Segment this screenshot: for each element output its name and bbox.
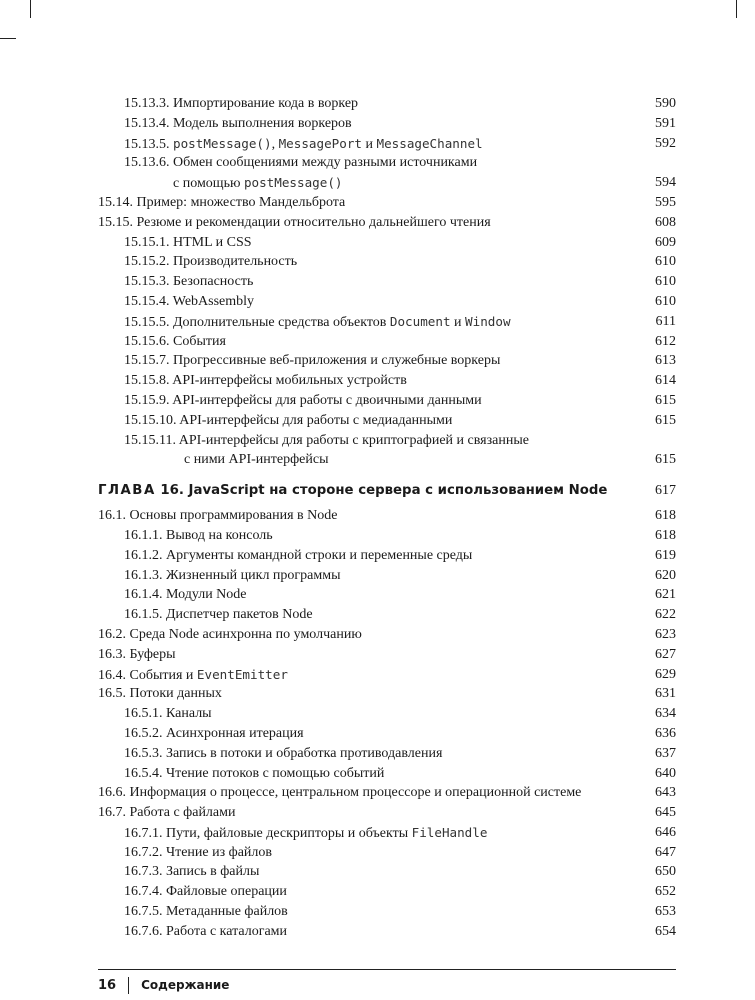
- toc-text: и: [450, 314, 466, 330]
- toc-entry-title: [124, 353, 500, 368]
- toc-page-number: 617: [655, 483, 676, 499]
- toc-entry-title: [98, 483, 607, 498]
- toc-text: 16.5.4. Чтение потоков с помощью событий: [124, 765, 385, 781]
- crop-mark-left: [30, 0, 31, 18]
- toc-page-number: 622: [655, 607, 676, 623]
- toc-entry[interactable]: [98, 173, 676, 193]
- toc-entry[interactable]: [98, 803, 676, 823]
- toc-page-number: 618: [655, 527, 676, 543]
- toc-entry-title: [124, 393, 482, 408]
- toc-entry-title: [124, 568, 341, 583]
- toc-entry[interactable]: [98, 292, 676, 312]
- toc-text: 15.15.11. API-интерфейсы для работы с криптографией и связанные: [124, 432, 529, 448]
- toc-entry[interactable]: [98, 272, 676, 292]
- toc-entry-title: [124, 528, 273, 543]
- toc-page-number: 654: [655, 923, 676, 939]
- toc-page-number: 640: [655, 765, 676, 781]
- toc-entry-title: [98, 668, 288, 683]
- toc-page-number: 619: [655, 547, 676, 563]
- toc-page-number: 634: [655, 706, 676, 722]
- toc-entry-title: [124, 373, 407, 388]
- toc-page-number: 621: [655, 587, 676, 603]
- toc-text: 16.1.2. Аргументы командной строки и переменные среды: [124, 547, 473, 563]
- toc-text: 16.7. Работа с файлами: [98, 805, 236, 821]
- toc-text: 15.15.8. API-интерфейсы мобильных устройств: [124, 373, 407, 389]
- toc-text: 16.2. Среда Node асинхронна по умолчанию: [98, 626, 362, 642]
- toc-page-number: 646: [655, 824, 676, 840]
- toc-text: 15.15.5. Дополнительные средства объектов: [124, 314, 390, 330]
- toc-entry-title: [124, 274, 253, 289]
- toc-text: 16. JavaScript на стороне сервера с использованием Node: [160, 483, 608, 499]
- toc-text: 16.3. Буферы: [98, 646, 176, 662]
- toc-entry-title: [124, 826, 487, 841]
- toc-entry-title: [173, 176, 343, 191]
- code-identifier: FileHandle: [411, 824, 488, 840]
- toc-text: 16.6. Информация о процессе, центральном процессоре и операционной системе: [98, 785, 582, 801]
- toc-page-number: 637: [655, 745, 676, 761]
- toc-page-number: 595: [655, 194, 676, 210]
- toc-entry-title: [184, 452, 328, 467]
- toc-text: 16.1.5. Диспетчер пакетов Node: [124, 607, 313, 623]
- toc-page-number: 610: [655, 274, 676, 290]
- toc-text: 15.15.6. События: [124, 333, 226, 349]
- toc-entry[interactable]: [98, 411, 676, 431]
- toc-page-number: 647: [655, 844, 676, 860]
- toc-text: 16.5. Потоки данных: [98, 686, 222, 702]
- toc-text: и: [361, 136, 377, 152]
- toc-entry[interactable]: [98, 902, 676, 922]
- toc-entry-title: [124, 254, 297, 269]
- toc-entry[interactable]: [98, 431, 676, 451]
- toc-page-number: 615: [655, 452, 676, 468]
- toc-entry[interactable]: [98, 862, 676, 882]
- toc-text: 16.1.1. Вывод на консоль: [124, 527, 273, 543]
- toc-entry[interactable]: [98, 645, 676, 665]
- toc-entry[interactable]: [98, 665, 676, 685]
- toc-page-number: 610: [655, 254, 676, 270]
- toc-entry[interactable]: [98, 153, 676, 173]
- toc-page-number: 620: [655, 567, 676, 583]
- code-identifier: Document: [389, 313, 451, 329]
- toc-text: 15.13.3. Импортирование кода в воркер: [124, 96, 359, 111]
- toc-page-number: 590: [655, 96, 676, 111]
- toc-page-number: 643: [655, 785, 676, 801]
- toc-entry-title: [124, 235, 252, 250]
- toc-entry-title: [124, 904, 288, 919]
- toc-entry[interactable]: [98, 526, 676, 546]
- toc-entry-title: [98, 195, 345, 210]
- toc-page-number: 612: [655, 333, 676, 349]
- toc-text: 16.7.4. Файловые операции: [124, 884, 287, 900]
- toc-entry-title: [124, 433, 529, 448]
- toc-text: с ними API-интерфейсы: [184, 452, 329, 468]
- toc-page-number: 636: [655, 725, 676, 741]
- toc-page-number: 631: [655, 686, 676, 702]
- toc-entry[interactable]: [98, 724, 676, 744]
- toc-text: 16.7.1. Пути, файловые дескрипторы и объекты: [124, 825, 412, 841]
- toc-text: 15.15.10. API-интерфейсы для работы с медиаданными: [124, 412, 453, 428]
- toc-entry[interactable]: [98, 233, 676, 253]
- toc-entry[interactable]: [98, 134, 676, 154]
- page-footer: [98, 975, 229, 995]
- toc-text: 15.15.4. WebAssembly: [124, 293, 255, 309]
- toc-entry[interactable]: [98, 371, 676, 391]
- toc-entry-title: [124, 96, 358, 111]
- toc-entry[interactable]: [98, 391, 676, 411]
- toc-text: 15.13.4. Модель выполнения воркеров: [124, 115, 352, 131]
- toc-text: 16.4. События и: [98, 667, 197, 683]
- toc-page-number: 591: [655, 115, 676, 131]
- toc-entry[interactable]: [98, 744, 676, 764]
- toc-page-number: 652: [655, 884, 676, 900]
- toc-entry[interactable]: [98, 783, 676, 803]
- toc-entry[interactable]: [98, 193, 676, 213]
- toc-entry-title: [124, 607, 313, 622]
- toc-entry-title: [124, 155, 477, 170]
- toc-page-number: 594: [655, 175, 676, 191]
- toc-page-number: 650: [655, 864, 676, 880]
- toc-entry-title: [98, 647, 176, 662]
- code-identifier: MessageChannel: [376, 135, 483, 151]
- toc-entry[interactable]: [98, 843, 676, 863]
- toc-entry-title: [98, 805, 235, 820]
- toc-page-number: 645: [655, 805, 676, 821]
- toc-entry-title: [124, 548, 472, 563]
- toc-entry-title: [124, 294, 254, 309]
- toc-text: 16.7.5. Метаданные файлов: [124, 904, 288, 920]
- toc-entry[interactable]: [98, 450, 676, 470]
- toc-entry[interactable]: [98, 506, 676, 526]
- toc-entry[interactable]: [98, 585, 676, 605]
- toc-entry[interactable]: [98, 114, 676, 134]
- toc-entry-title: [124, 766, 384, 781]
- toc-text: 16.7.2. Чтение из файлов: [124, 844, 273, 860]
- toc-page-number: 615: [655, 392, 676, 408]
- crop-mark-right: [736, 0, 737, 18]
- toc-text: 15.15.7. Прогрессивные веб-приложения и служебные воркеры: [124, 353, 501, 369]
- toc-entry-title: [124, 334, 226, 349]
- toc-entry-title: [98, 785, 581, 800]
- toc-page-number: 618: [655, 508, 676, 524]
- toc-text: 16.7.6. Работа с каталогами: [124, 923, 288, 939]
- code-identifier: postMessage(): [243, 175, 343, 191]
- toc-entry-title: [124, 706, 212, 721]
- toc-entry-title: [124, 587, 247, 602]
- toc-text: 16.5.2. Асинхронная итерация: [124, 725, 304, 741]
- toc-entry[interactable]: [98, 94, 676, 114]
- toc-entry[interactable]: [98, 704, 676, 724]
- page-number: 16: [98, 978, 117, 993]
- toc-entry-title: [98, 686, 222, 701]
- toc-entry[interactable]: [98, 546, 676, 566]
- toc-entry[interactable]: [98, 312, 676, 332]
- toc-entry-title: [124, 924, 287, 939]
- toc-entry-title: [124, 726, 304, 741]
- toc-page-number: 623: [655, 626, 676, 642]
- toc-page-number: 592: [655, 135, 676, 151]
- toc-text: 16.1. Основы программирования в Node: [98, 508, 338, 524]
- toc-page-number: 611: [655, 313, 676, 329]
- toc-entry-title: [124, 116, 352, 131]
- toc-text: с помощью: [173, 176, 244, 192]
- toc-text: 15.13.6. Обмен сообщениями между разными источниками: [124, 155, 478, 171]
- crop-mark-horizontal: [0, 38, 16, 39]
- toc-text: 15.15.9. API-интерфейсы для работы с двоичными данными: [124, 392, 482, 408]
- toc-entry[interactable]: [98, 764, 676, 784]
- toc-text: 16.7.3. Запись в файлы: [124, 864, 260, 880]
- toc-entry-title: [124, 746, 442, 761]
- toc-entry-title: [124, 137, 483, 152]
- toc-entry[interactable]: [98, 252, 676, 272]
- toc-page-number: 613: [655, 353, 676, 369]
- table-of-contents: [98, 94, 676, 942]
- toc-entry-title: [98, 508, 338, 523]
- toc-page-number: 608: [655, 214, 676, 230]
- toc-text: 15.14. Пример: множество Мандельброта: [98, 194, 346, 210]
- running-title: Содержание: [141, 978, 230, 992]
- toc-text: 16.5.1. Каналы: [124, 706, 212, 722]
- code-identifier: Window: [465, 313, 511, 329]
- toc-text: 16.1.3. Жизненный цикл программы: [124, 567, 341, 583]
- toc-entry-title: [98, 627, 362, 642]
- code-identifier: EventEmitter: [196, 666, 288, 682]
- toc-entry[interactable]: [98, 684, 676, 704]
- toc-entry-title: [124, 845, 272, 860]
- toc-page-number: 653: [655, 904, 676, 920]
- chapter-label: ГЛАВА: [98, 483, 156, 499]
- toc-entry[interactable]: [98, 625, 676, 645]
- toc-entry[interactable]: [98, 213, 676, 233]
- toc-page-number: 629: [655, 666, 676, 682]
- toc-page-number: 609: [655, 234, 676, 250]
- toc-entry[interactable]: [98, 351, 676, 371]
- toc-page-number: 614: [655, 373, 676, 389]
- toc-text: 15.13.5.: [124, 136, 173, 152]
- toc-text: 16.5.3. Запись в потоки и обработка противодавления: [124, 745, 443, 761]
- toc-entry[interactable]: [98, 605, 676, 625]
- toc-entry[interactable]: [98, 566, 676, 586]
- code-identifier: MessagePort: [278, 135, 362, 151]
- footer-rule: [98, 969, 676, 970]
- toc-text: ,: [271, 136, 279, 152]
- toc-text: 16.1.4. Модули Node: [124, 587, 247, 603]
- toc-entry[interactable]: [98, 882, 676, 902]
- toc-entry-title: [124, 864, 259, 879]
- footer-separator: [128, 977, 129, 994]
- toc-entry-title: [98, 215, 491, 230]
- toc-entry[interactable]: [98, 922, 676, 942]
- toc-entry[interactable]: [98, 332, 676, 352]
- toc-chapter-heading[interactable]: [98, 476, 676, 506]
- code-identifier: postMessage(): [173, 135, 272, 151]
- toc-text: 15.15. Резюме и рекомендации относительно дальнейшего чтения: [98, 214, 491, 230]
- toc-page-number: 610: [655, 293, 676, 309]
- toc-page-number: 615: [655, 412, 676, 428]
- toc-text: 15.15.3. Безопасность: [124, 274, 254, 290]
- toc-entry-title: [124, 884, 287, 899]
- toc-entry[interactable]: [98, 823, 676, 843]
- toc-entry-title: [124, 315, 511, 330]
- toc-page-number: 627: [655, 646, 676, 662]
- toc-text: 15.15.2. Производительность: [124, 254, 298, 270]
- toc-entry-title: [124, 413, 452, 428]
- toc-text: 15.15.1. HTML и CSS: [124, 234, 252, 250]
